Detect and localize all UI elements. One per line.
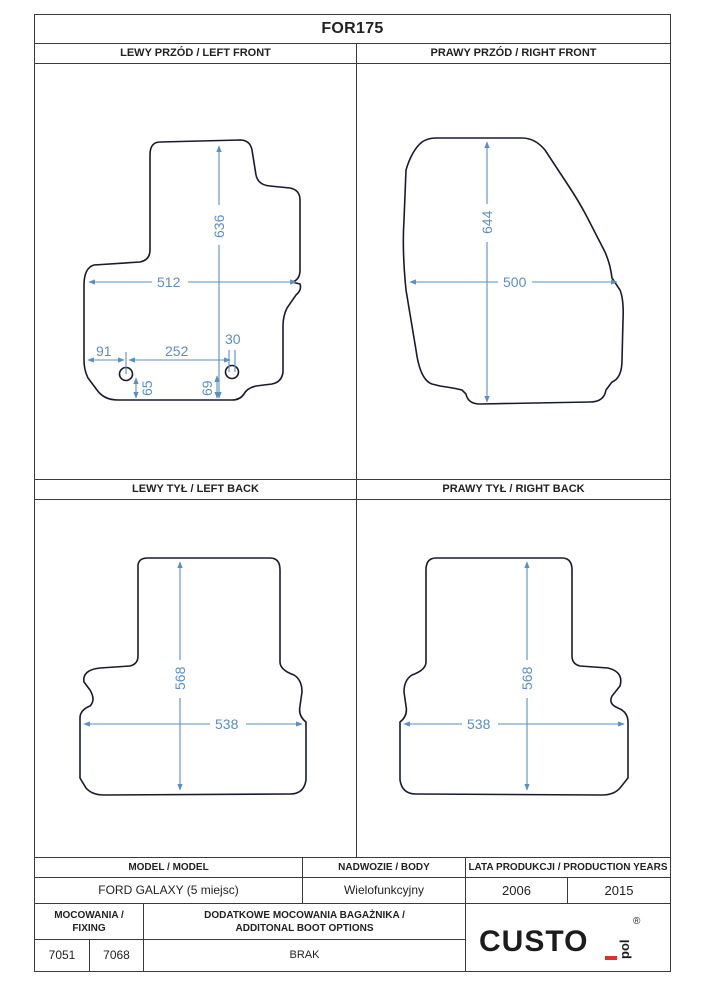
panel-label-left-back: LEWY TYŁ / LEFT BACK [132,483,259,495]
panel-label-right-back: PRAWY TYŁ / RIGHT BACK [442,483,585,495]
left-back-mat-outline [80,558,306,795]
left-back-width-label: 538 [215,716,239,732]
boot-header-line2: ADDITONAL BOOT OPTIONS [235,922,374,934]
years-header: LATA PRODUKCJI / PRODUCTION YEARS [468,862,668,873]
fixing-code-1: 7051 [48,948,76,962]
body-value: Wielofunkcyjny [343,883,425,897]
left-front-mat-outline [84,140,301,400]
right-back-mat-outline [400,558,628,795]
right-front-height-label: 644 [479,210,495,234]
year-from: 2006 [502,883,531,898]
logo-registered: ® [633,916,641,927]
right-back-width-label: 538 [467,716,491,732]
left-front-width-label: 512 [157,274,181,290]
fixing-header-line1: MOCOWANIA / [54,909,124,921]
left-front-offset-a-label: 91 [96,343,112,359]
left-front-hole-label: 30 [225,331,241,347]
left-front-h2-label: 69 [199,380,215,396]
panel-label-right-front: PRAWY PRZÓD / RIGHT FRONT [430,47,597,59]
left-front-fixing-hole-2 [226,366,239,379]
panel-label-left-front: LEWY PRZÓD / LEFT FRONT [120,47,271,59]
left-front-height-label: 636 [211,214,227,238]
model-value: FORD GALAXY (5 miejsc) [98,883,239,897]
left-front-offset-b-label: 252 [165,343,189,359]
left-front-h1-label: 65 [139,380,155,396]
body-header: NADWOZIE / BODY [338,862,430,873]
right-front-mat-outline [403,138,623,404]
product-code-title: FOR175 [321,20,384,37]
logo-text-small: pol [617,939,632,959]
left-back-height-label: 568 [172,666,188,690]
right-front-width-label: 500 [503,274,527,290]
logo-text-main: CUSTO [479,925,589,958]
boot-header-line1: DODATKOWE MOCOWANIA BAGAŻNIKA / [204,909,405,921]
year-to: 2015 [604,883,634,898]
fixing-header-line2: FIXING [72,922,106,934]
boot-options-value: BRAK [289,949,320,961]
right-back-height-label: 568 [519,666,535,690]
fixing-code-2: 7068 [103,948,130,962]
model-header: MODEL / MODEL [128,862,209,873]
